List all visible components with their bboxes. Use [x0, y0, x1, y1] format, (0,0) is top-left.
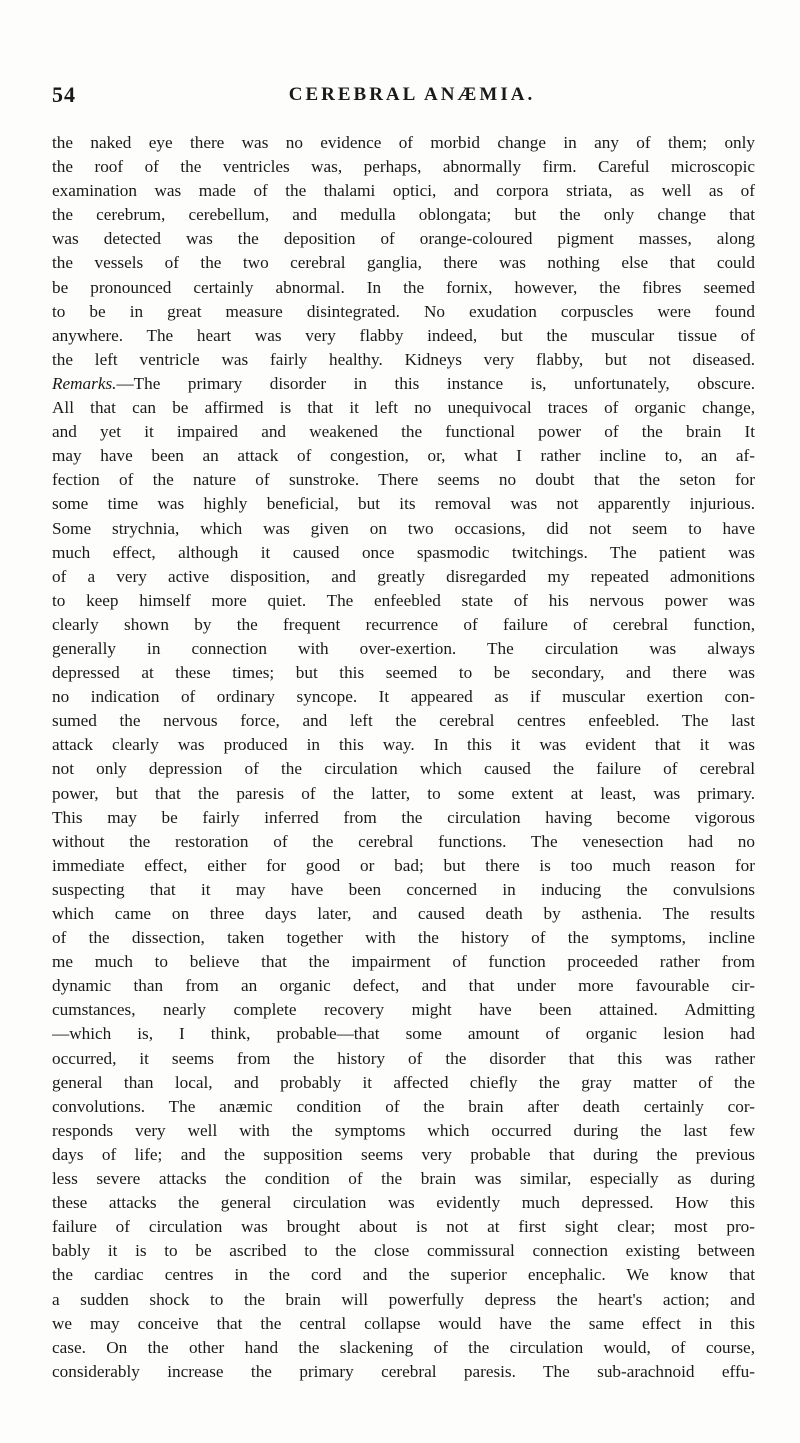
text-line: attack clearly was produced in this way. In this it was evident that it was	[52, 735, 755, 755]
text-line: not only depression of the circulation which caused the failure of cerebral	[52, 759, 755, 779]
text-line: generally in connection with over-exertion. The circulation was always	[52, 638, 755, 658]
text-line: days of life; and the supposition seems very probable that during the previous	[52, 1144, 755, 1164]
text-line: some time was highly beneficial, but its removal was not apparently injurious.	[52, 494, 755, 514]
text-line: failure of circulation was brought about is not at first sight clear; most pro-	[52, 1217, 755, 1237]
text-line: the left ventricle was fairly healthy. Kidneys very flabby, but not diseased.	[52, 349, 755, 369]
text-line: we may conceive that the central collapse would have the same effect in this	[52, 1313, 755, 1333]
text-line: occurred, it seems from the history of the disorder that this was rather	[52, 1048, 755, 1068]
page-number: 54	[52, 82, 76, 107]
text-line: anywhere. The heart was very flabby indeed, but the muscular tissue of	[52, 325, 755, 345]
text-line: clearly shown by the frequent recurrence of failure of cerebral function,	[52, 614, 755, 634]
text-line: be pronounced certainly abnormal. In the fornix, however, the fibres seemed	[52, 277, 755, 297]
text-line: the naked eye there was no evidence of morbid change in any of them; only	[52, 133, 755, 152]
text-line: examination was made of the thalami optici, and corpora striata, as well as of	[52, 181, 755, 201]
text-line: —which is, I think, probable—that some amount of organic lesion had	[52, 1024, 755, 1044]
text-line: without the restoration of the cerebral functions. The venesection had no	[52, 831, 755, 851]
text-line: responds very well with the symptoms which occurred during the last few	[52, 1120, 755, 1140]
text-line: a sudden shock to the brain will powerfully depress the heart's action; and	[52, 1289, 755, 1309]
text-line: to be in great measure disintegrated. No exudation corpuscles were found	[52, 301, 755, 321]
text-line: case. On the other hand the slackening of the circulation would, of course,	[52, 1337, 755, 1357]
text-line: bably it is to be ascribed to the close commissural connection existing between	[52, 1241, 755, 1261]
text-line: fection of the nature of sunstroke. There seems no doubt that the seton for	[52, 470, 755, 490]
remarks-label: Remarks.	[52, 373, 117, 393]
text-line	[52, 372, 755, 396]
text-line: power, but that the paresis of the latter, to some extent at least, was primary.	[52, 783, 755, 803]
text-line: the roof of the ventricles was, perhaps, abnormally firm. Careful microscopic	[52, 157, 755, 177]
text-line: sumed the nervous force, and left the cerebral centres enfeebled. The last	[52, 711, 755, 731]
text-line: to keep himself more quiet. The enfeebled state of his nervous power was	[52, 590, 755, 610]
text-line: much effect, although it caused once spasmodic twitchings. The patient was	[52, 542, 755, 562]
running-head: CEREBRAL ANÆMIA.	[288, 84, 536, 105]
text-line: cumstances, nearly complete recovery might have been attained. Admitting	[52, 1000, 755, 1020]
text-line: no indication of ordinary syncope. It appeared as if muscular exertion con-	[52, 687, 755, 707]
body-text	[52, 131, 755, 1384]
text-line: the cardiac centres in the cord and the superior encephalic. We know that	[52, 1265, 755, 1285]
text-line: convolutions. The anæmic condition of the brain after death certainly cor-	[52, 1096, 755, 1116]
text-line: the cerebrum, cerebellum, and medulla oblongata; but the only change that	[52, 205, 755, 225]
text-line-content: —The primary disorder in this instance is, unfortunately, obscure.	[116, 373, 755, 393]
text-line: was detected was the deposition of orange-coloured pigment masses, along	[52, 229, 755, 249]
text-line: suspecting that it may have been concerned in inducing the convulsions	[52, 879, 755, 899]
text-line: of a very active disposition, and greatly disregarded my repeated admonitions	[52, 566, 755, 586]
text-line: less severe attacks the condition of the brain was similar, especially as during	[52, 1169, 755, 1189]
text-line: depressed at these times; but this seemed to be secondary, and there was	[52, 663, 755, 683]
page-header	[52, 82, 752, 114]
text-line: which came on three days later, and caused death by asthenia. The results	[52, 904, 755, 923]
text-line: me much to believe that the impairment of function proceeded rather from	[52, 952, 755, 972]
text-line: This may be fairly inferred from the circulation having become vigorous	[52, 807, 755, 827]
text-line: Some strychnia, which was given on two occasions, did not seem to have	[52, 518, 755, 538]
text-line: considerably increase the primary cerebral paresis. The sub-arachnoid effu-	[52, 1361, 755, 1381]
text-line: general than local, and probably it affected chiefly the gray matter of the	[52, 1072, 755, 1092]
text-line: the vessels of the two cerebral ganglia, there was nothing else that could	[52, 253, 755, 273]
text-line: may have been an attack of congestion, or, what I rather incline to, an af-	[52, 446, 755, 466]
text-line: these attacks the general circulation was evidently much depressed. How this	[52, 1193, 755, 1213]
text-line: dynamic than from an organic defect, and that under more favourable cir-	[52, 976, 755, 996]
text-line: All that can be affirmed is that it left no unequivocal traces of organic change,	[52, 398, 755, 418]
text-line: and yet it impaired and weakened the functional power of the brain It	[52, 422, 755, 442]
text-line: of the dissection, taken together with the history of the symptoms, incline	[52, 928, 755, 948]
text-line: immediate effect, either for good or bad; but there is too much reason for	[52, 855, 755, 875]
